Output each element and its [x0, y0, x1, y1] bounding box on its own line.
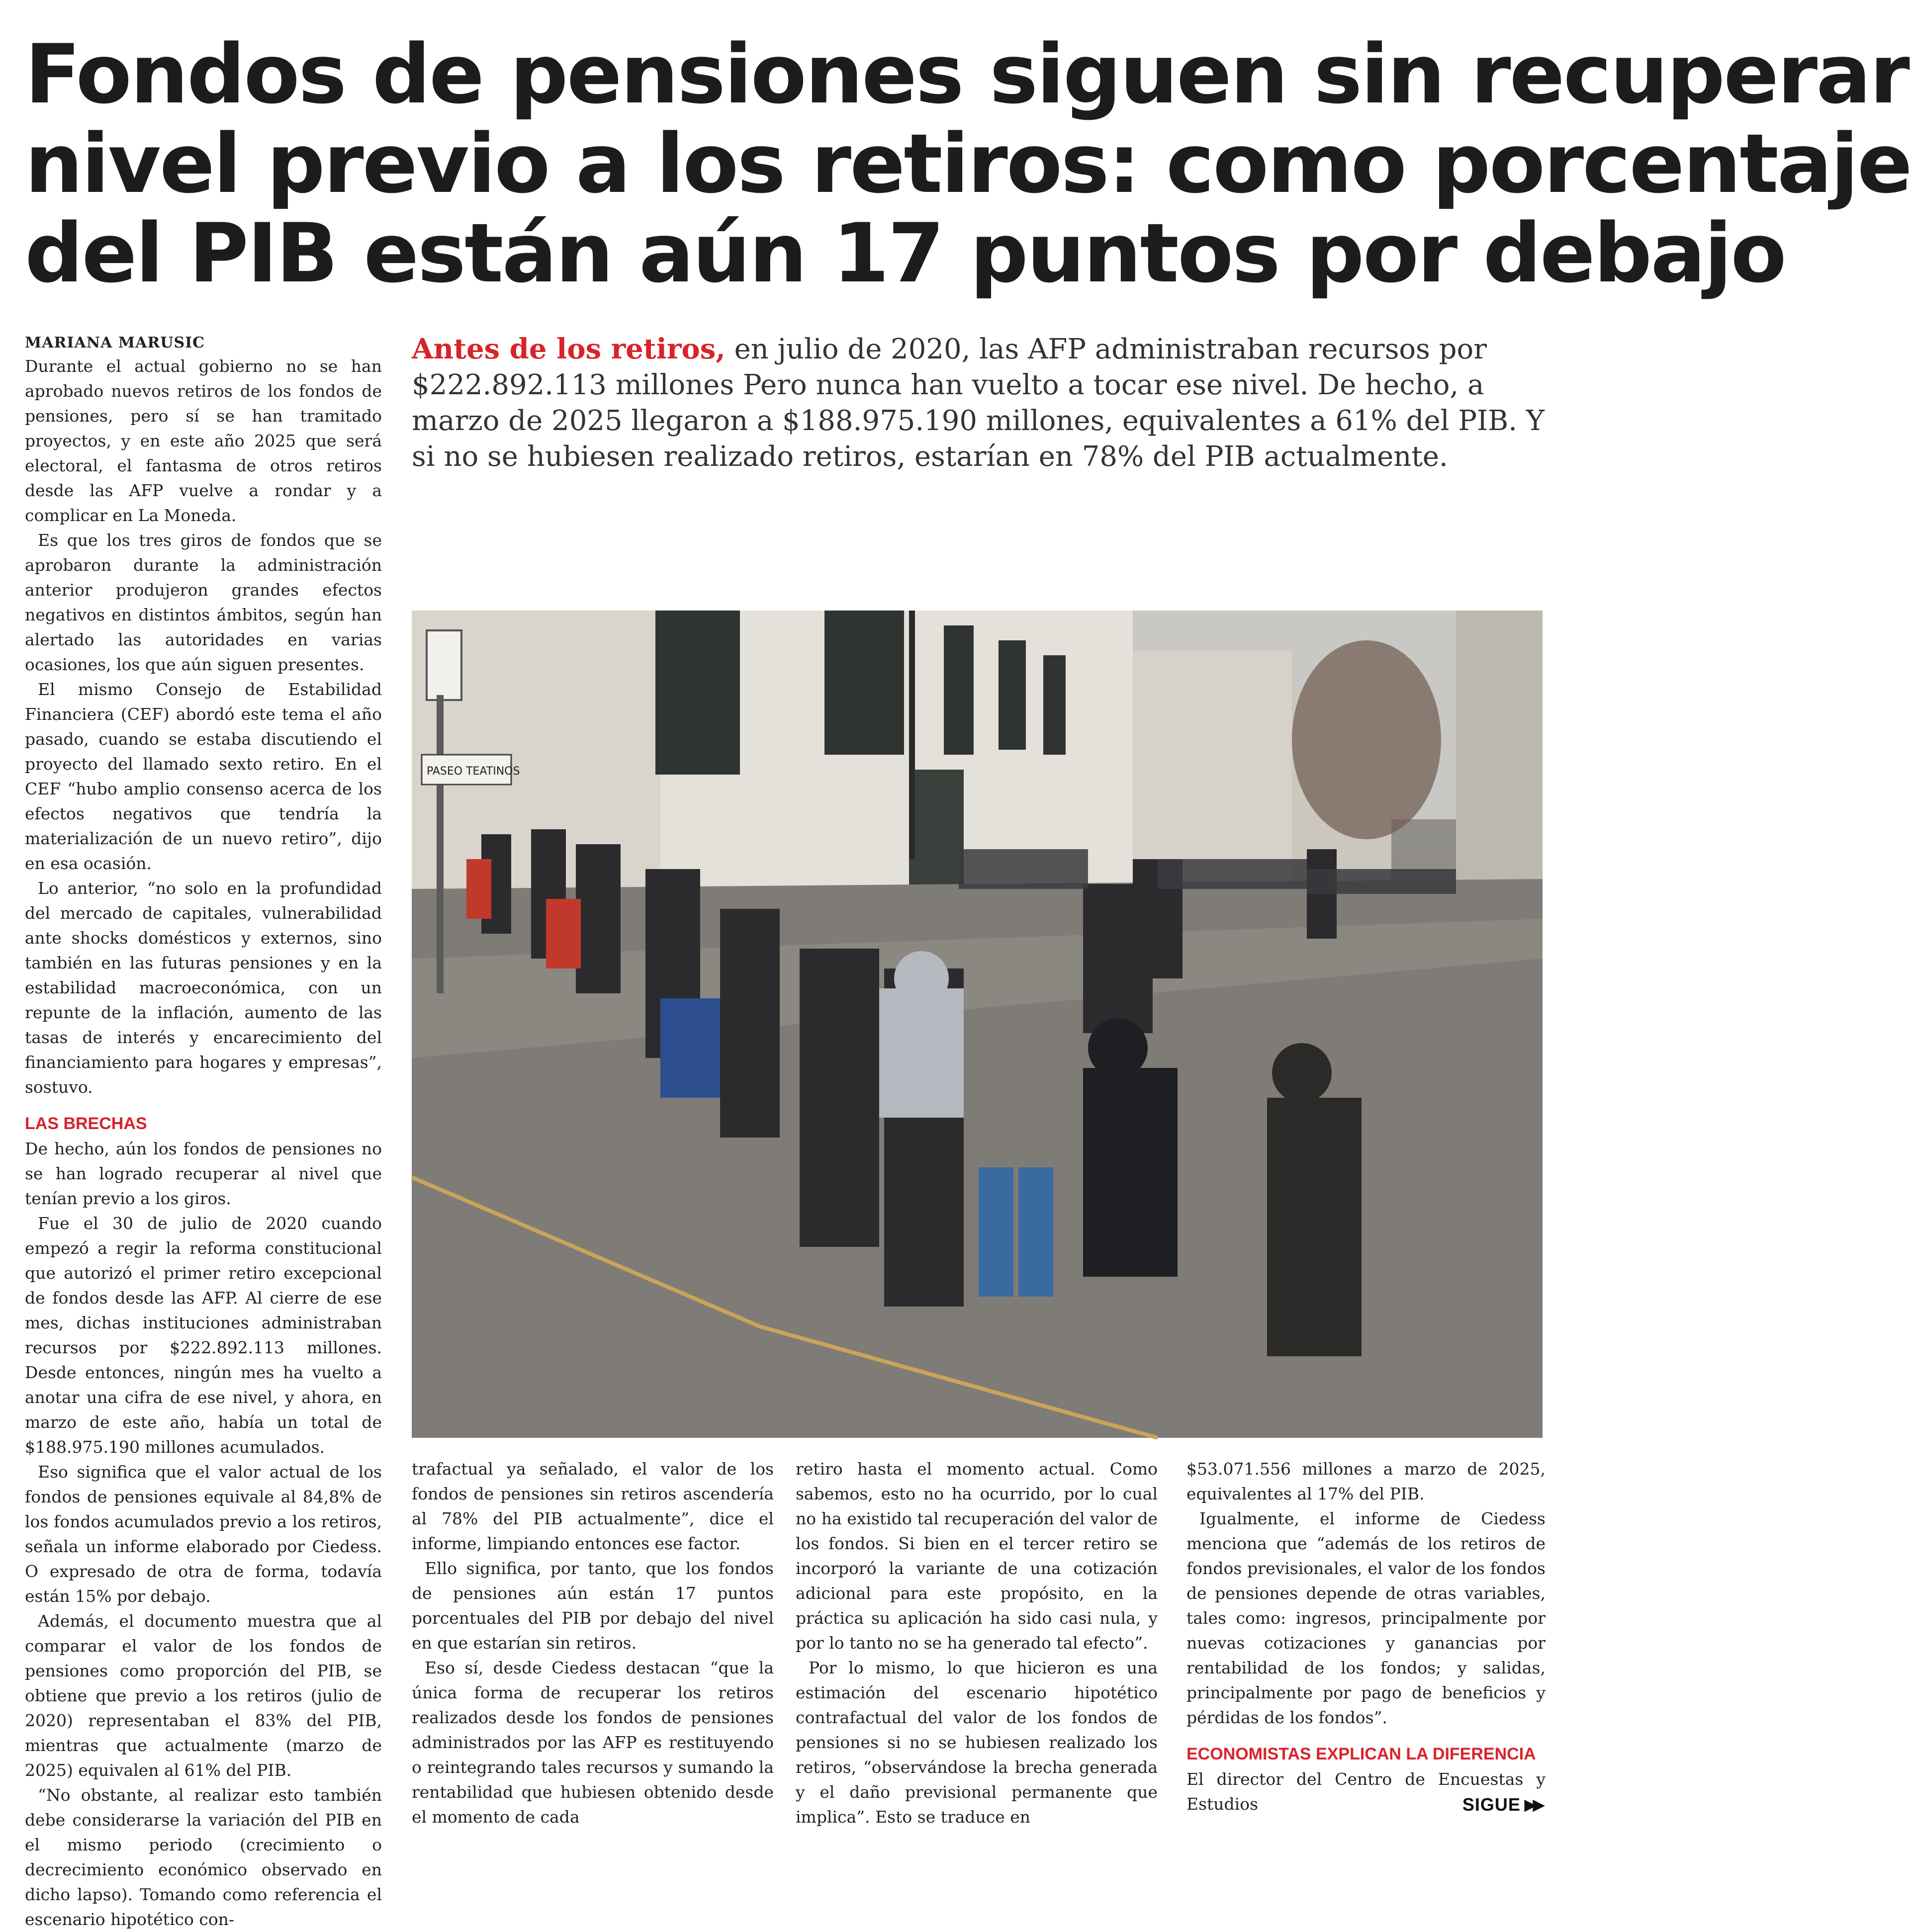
paragraph: Igualmente, el informe de Ciedess menciona que “además de los retiros de fondos previsionales, el valor de los fondos de pensiones depende de otras variables, tales como: ingresos, principalmente por nuevas cotizaciones y ganancias por rentabilidad de los fondos; y salidas, principalmente por pago de beneficios y pérdidas de los fondos”.: [1186, 1509, 1546, 1727]
paragraph: Ello significa, por tanto, que los fondos de pensiones aún están 17 puntos porcentuales del PIB por debajo del nivel en que estarían sin retiros.: [412, 1559, 774, 1653]
sigue-label: SIGUE: [1462, 1794, 1521, 1815]
headline: [25, 27, 1911, 301]
paragraph: Por lo mismo, lo que hicieron es una estimación del escenario hipotético contrafactual del valor de los fondos de pensiones si no se hubiesen realizado los retiros, “observándose la brecha generada y el daño previsional permanente que implica”. Esto se traduce en: [796, 1658, 1158, 1827]
paragraph: Eso significa que el valor actual de los fondos de pensiones equivale al 84,8% de los fondos acumulados previo a los retiros, señala un informe elaborado por Ciedess. O expresado de otra de forma, todavía están 15% por debajo.: [25, 1462, 382, 1606]
column-2: [412, 1457, 774, 1830]
subhead-las-brechas: LAS BRECHAS: [25, 1114, 147, 1133]
lead-text: en julio de 2020, las AFP administraban recursos por $222.892.113 millones Pero nunca han vuelto a tocar ese nivel. De hecho, a marzo de 2025 llegaron a $188.975.190 millones, equivalentes a 61% del PIB. Y si no se hubiesen realizado retiros, estarían en 78% del PIB actualmente.: [412, 333, 1545, 473]
paragraph: retiro hasta el momento actual. Como sabemos, esto no ha ocurrido, por lo cual no ha existido tal recuperación del valor de los fondos. Si bien en el tercer retiro se incorporó la variante de una cotización adicional para este propósito, en la práctica su aplicación ha sido casi nula, y por lo tanto no se ha generado tal efecto”.: [796, 1459, 1158, 1653]
lead-accent: Antes de los retiros,: [412, 333, 726, 365]
byline: MARIANA MARUSIC: [25, 334, 205, 351]
column-1: [25, 332, 382, 1932]
double-arrow-icon: ▶▶: [1524, 1796, 1542, 1813]
headline-line-2: nivel previo a los retiros: como porcentaje: [25, 116, 1911, 211]
continue-marker[interactable]: [1442, 1790, 1542, 1820]
paragraph: Eso sí, desde Ciedess destacan “que la única forma de recuperar los retiros realizados desde los fondos de pensiones administrados por las AFP es restituyendo o reintegrando tales recursos y sumando la rentabilidad que hubiesen obtenido desde el momento de cada: [412, 1658, 774, 1827]
news-photo-queue-outside-afp: [412, 611, 1543, 1438]
paragraph: Es que los tres giros de fondos que se aprobaron durante la administración anterior produjeron grandes efectos negativos en distintos ámbitos, según han alertado las autoridades en varias ocasiones, los que aún siguen presentes.: [25, 530, 382, 674]
paragraph: El director del Centro de Encuestas y Estudios: [1186, 1769, 1546, 1814]
street-sign-text: PASEO TEATINOS: [427, 765, 520, 778]
headline-line-1: Fondos de pensiones siguen sin recuperar: [25, 27, 1909, 122]
paragraph: De hecho, aún los fondos de pensiones no se han logrado recuperar al nivel que tenían previo a los giros.: [25, 1139, 382, 1208]
subhead-economistas: ECONOMISTAS EXPLICAN LA DIFERENCIA: [1186, 1745, 1536, 1763]
paragraph: Durante el actual gobierno no se han aprobado nuevos retiros de los fondos de pensiones, pero sí se han tramitado proyectos, y en este año 2025 que será electoral, el fantasma de otros retiros desde las AFP vuelve a rondar y a complicar en La Moneda.: [25, 356, 382, 525]
column-3: [796, 1457, 1158, 1830]
headline-line-3: del PIB están aún 17 puntos por debajo: [25, 206, 1785, 301]
photo-illustration: [412, 611, 1543, 1438]
column-4: [1186, 1457, 1546, 1817]
paragraph: El mismo Consejo de Estabilidad Financiera (CEF) abordó este tema el año pasado, cuando se estaba discutiendo el proyecto del llamado sexto retiro. En el CEF “hubo amplio consenso acerca de los efectos negativos que tendría la materialización de un nuevo retiro”, dijo en esa ocasión.: [25, 680, 382, 873]
paragraph: Fue el 30 de julio de 2020 cuando empezó a regir la reforma constitucional que autorizó el primer retiro excepcional de fondos desde las AFP. Al cierre de ese mes, dichas instituciones administraban recursos por $222.892.113 millones. Desde entonces, ningún mes ha vuelto a anotar una cifra de ese nivel, y ahora, en marzo de este año, había un total de $188.975.190 millones acumulados.: [25, 1214, 382, 1457]
paragraph: Lo anterior, “no solo en la profundidad del mercado de capitales, vulnerabilidad ante shocks domésticos y externos, sino también en las futuras pensiones y en la estabilidad macroeconómica, con un repunte de la inflación, aumento de las tasas de interés y encarecimiento del financiamiento para hogares y empresas”, sostuvo.: [25, 878, 382, 1097]
paragraph: “No obstante, al realizar esto también debe considerarse la variación del PIB en el mismo periodo (crecimiento o decrecimiento económico observado en dicho lapso). Tomando como referencia el escenario hipotético con-: [25, 1785, 382, 1929]
paragraph: Además, el documento muestra que al comparar el valor de los fondos de pensiones como proporción del PIB, se obtiene que previo a los retiros (julio de 2020) representaban el 83% del PIB, mientras que actualmente (marzo de 2025) equivalen al 61% del PIB.: [25, 1611, 382, 1780]
lead-paragraph: [412, 331, 1550, 475]
paragraph: $53.071.556 millones a marzo de 2025, equivalentes al 17% del PIB.: [1186, 1459, 1546, 1503]
paragraph: trafactual ya señalado, el valor de los fondos de pensiones sin retiros ascendería al 78% del PIB actualmente”, dice el informe, limpiando entonces ese factor.: [412, 1459, 774, 1553]
